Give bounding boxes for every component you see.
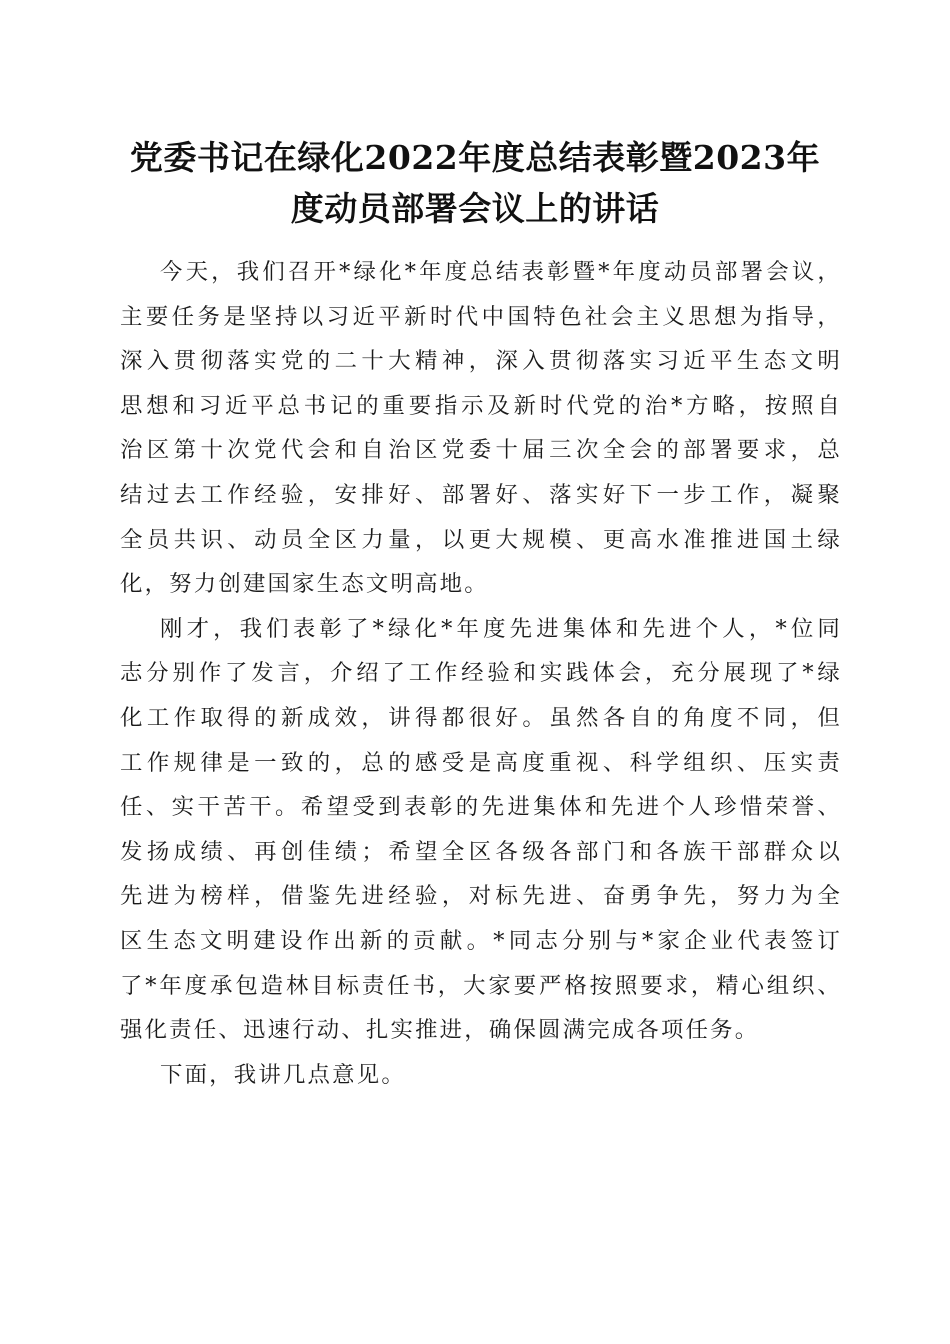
paragraph-line: 化工作取得的新成效，讲得都很好。虽然各自的角度不同，但	[120, 704, 842, 731]
paragraph-line: 下面，我讲几点意见。	[160, 1061, 406, 1088]
paragraph-line: 了*年度承包造林目标责任书，大家要严格按照要求，精心组织、	[120, 972, 842, 999]
paragraph-1	[120, 250, 842, 607]
paragraph-line: 今天，我们召开*绿化*年度总结表彰暨*年度动员部署会议，	[160, 259, 842, 285]
document-body	[120, 250, 842, 1097]
title-line-2: 度动员部署会议上的讲话	[290, 189, 660, 228]
paragraph-line: 强化责任、迅速行动、扎实推进，确保圆满完成各项任务。	[120, 1017, 760, 1044]
paragraph-line: 结过去工作经验，安排好、部署好、落实好下一步工作，凝聚	[120, 481, 842, 508]
paragraph-line: 志分别作了发言，介绍了工作经验和实践体会，充分展现了*绿	[120, 660, 842, 687]
paragraph-line: 任、实干苦干。希望受到表彰的先进集体和先进个人珍惜荣誉、	[120, 794, 842, 821]
paragraph-line: 刚才，我们表彰了*绿化*年度先进集体和先进个人，*位同	[160, 615, 842, 642]
paragraph-line: 主要任务是坚持以习近平新时代中国特色社会主义思想为指导，	[120, 303, 842, 330]
document-title	[110, 132, 840, 234]
paragraph-line: 区生态文明建设作出新的贡献。*同志分别与*家企业代表签订	[120, 927, 842, 954]
paragraph-line: 工作规律是一致的，总的感受是高度重视、科学组织、压实责	[120, 749, 842, 776]
paragraph-line: 发扬成绩、再创佳绩；希望全区各级各部门和各族干部群众以	[120, 838, 842, 865]
title-line-1: 党委书记在绿化2022年度总结表彰暨2023年	[129, 138, 821, 177]
paragraph-line: 思想和习近平总书记的重要指示及新时代党的治*方略，按照自	[120, 392, 842, 419]
paragraph-3	[120, 1053, 842, 1098]
paragraph-line: 治区第十次党代会和自治区党委十届三次全会的部署要求，总	[120, 437, 842, 464]
paragraph-line: 先进为榜样，借鉴先进经验，对标先进、奋勇争先，努力为全	[120, 883, 842, 910]
paragraph-line: 化，努力创建国家生态文明高地。	[120, 571, 489, 598]
paragraph-2	[120, 607, 842, 1053]
paragraph-line: 全员共识、动员全区力量，以更大规模、更高水准推进国土绿	[120, 526, 842, 553]
paragraph-line: 深入贯彻落实党的二十大精神，深入贯彻落实习近平生态文明	[120, 348, 842, 375]
